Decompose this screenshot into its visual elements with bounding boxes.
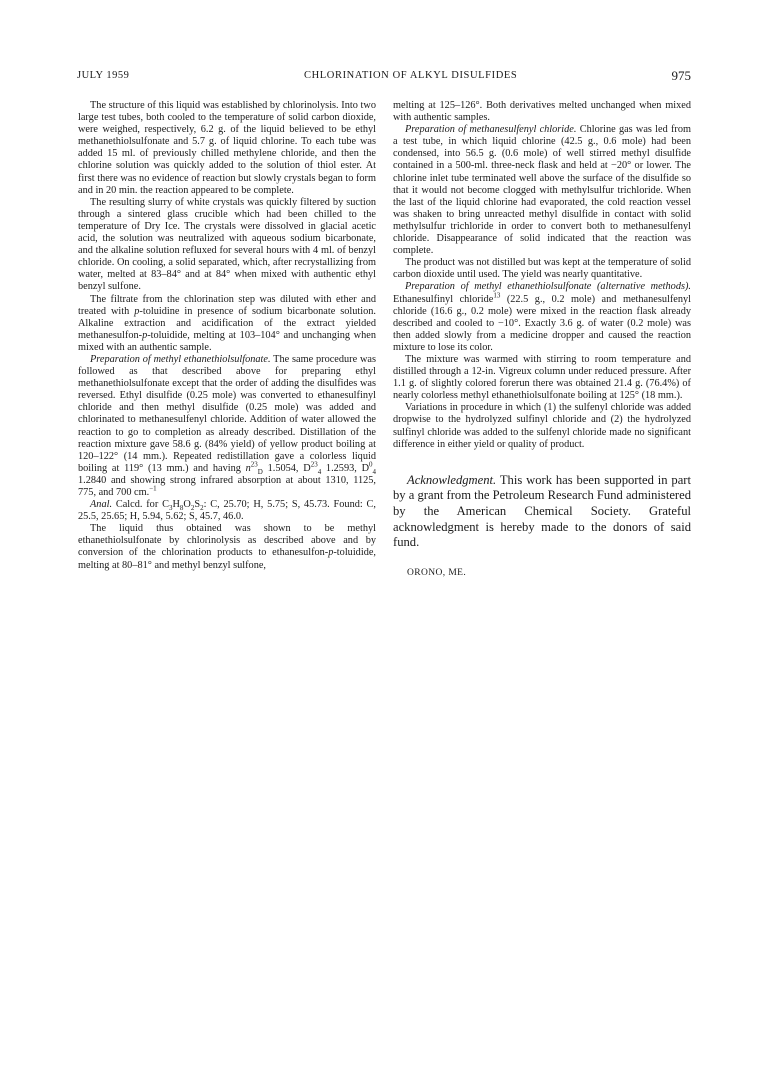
page-number: 975 xyxy=(671,68,691,83)
paragraph-distillation: The mixture was warmed with stirring to room temperature and distilled through a 12-in. Vigreux column under reduced pressure. After 1.1 g. of slightly colored forerun there was obtained 21.4 g. (76.4%) of nearly colorless methyl ethanethiolsulfonate boiling at 125° (18 mm.). xyxy=(393,353,691,402)
paragraph-analysis: Anal. Calcd. for $C_3H_8O_2S_2$: C, 25.70; H, 5.75; S, 45.73. Found: C, 25.5, 25.65; H, 5.94, 5.62; S, 45.7, 46.0. xyxy=(78,499,376,523)
paragraph-variations: Variations in procedure in which (1) the sulfenyl chloride was added dropwise to the hydrolyzed sulfinyl chloride and (2) the hydrolyzed sulfinyl chloride was added to the sulfenyl chloride made no significant difference in either yield or quality of product. xyxy=(393,402,691,450)
paragraph-chlorinolysis: The structure of this liquid was established by chlorinolysis. Into two large test tubes, both cooled to the temperature of solid carbon dioxide, were weighed, respectively, 6.2 g. of the liquid believed to be ethyl methanethiolsulfonate and 5.7 g. of liquid chlorine. To each tube was added 15 ml. of previously chilled methylene chloride, and then the chlorine solution was quickly added to the solution of thiol ester. At first there was no evidence of reaction but slowly crystals began to form and in 20 min. the reaction appeared to be complete. xyxy=(78,100,376,196)
paragraph-filtrate: The filtrate from the chlorination step was diluted with ether and treated with p-toluidine in presence of sodium bicarbonate solution. Alkaline extraction and acidification of the extract yielded methanesulfon-p-toluidide, melting at 103–104° and unchanging when mixed with an authentic sample. xyxy=(78,293,376,353)
running-title: CHLORINATION OF ALKYL DISULFIDES xyxy=(304,70,518,81)
acknowledgment: Acknowledgment. This work has been supported in part by a grant from the Petroleum Research Fund administered by the American Chemical Society. Grateful acknowledgment is hereby made to the donors of said fund. xyxy=(393,472,691,550)
paragraph-prep-methanesulfenyl-chloride: Preparation of methanesulfenyl chloride. Chlorine gas was led from a test tube, in which liquid chlorine (42.5 g., 0.6 mole) had been condensed, into 56.5 g. (0.6 mole) of well stirred methyl disulfide contained in a 500-ml. three-neck flask and held at −20° or lower. The chlorine inlet tube terminated well above the surface of the disulfide so that it would not become clogged with methylsulfur trichloride. When the last of the liquid chlorine had evaporated, the cold reaction vessel was shaken to bring unreacted methyl disulfide in contact with solid methylsulfur trichloride in order to convert both to methanesulfenyl chloride. Disappearance of solid indicated that the reaction was complete. xyxy=(393,124,691,257)
paragraph-liquid-obtained: The liquid thus obtained was shown to be methyl ethanethiolsulfonate by chlorinolysis as described above and by conversion of the chlorination products to ethanesulfon-p-toluidide, melting at 80–81° and methyl benzyl sulfone, xyxy=(78,523,376,571)
paragraph-alternative-methods: Preparation of methyl ethanethiolsulfonate (alternative methods). Ethanesulfinyl chloride$^{13}$ (22.5 g., 0.2 mole) and methanesulfenyl chloride (16.6 g., 0.2 mole) were mixed in the reaction flask already described and cooled to −10°. Exactly 3.6 g. of water (0.2 mole) was then added slowly from a medicine dropper and caused the reaction mixture to lose its color. xyxy=(393,281,691,353)
section-title: Preparation of methyl ethanethiolsulfonate (alternative methods). xyxy=(405,281,691,293)
right-column xyxy=(393,100,691,579)
journal-date: JULY 1959 xyxy=(77,70,130,81)
section-title: Preparation of methanesulfenyl chloride. xyxy=(405,124,577,136)
section-title: Preparation of methyl ethanethiolsulfonate. xyxy=(90,353,271,365)
paragraph-slurry: The resulting slurry of white crystals was quickly filtered by suction through a sintered glass crucible which had been chilled to the temperature of Dry Ice. The crystals were dissolved in glacial acetic acid, the solution was neutralized with aqueous sodium bicarbonate, and the alkaline solution refluxed for several hours with 4 ml. of benzyl chloride. On cooling, a solid separated, which, after recrystallizing from water, melted at 83–84° and at 84° when mixed with authentic ethyl benzyl sulfone. xyxy=(78,196,376,293)
paragraph-product: The product was not distilled but was kept at the temperature of solid carbon dioxide until used. The yield was nearly quantitative. xyxy=(393,257,691,281)
left-column xyxy=(78,100,376,572)
paragraph-prep-methyl-ethanethiolsulfonate: Preparation of methyl ethanethiolsulfonate. The same procedure was followed as that described above for preparing ethyl methanethiolsulfonate except that the order of adding the disulfides was reversed. Ethyl disulfide (0.25 mole) was converted to ethanesulfinyl chloride and then methyl disulfide (0.25 mole) was added and chlorinated to methanesulfenyl chloride. Addition of water allowed the reaction to go to completion as already described. Distillation of the reaction mixture gave 58.6 g. (84% yield) of yellow product boiling at 120–122° (14 mm.). Repeated redistillation gave a colorless liquid boiling at 119° (13 mm.) and having $n^{23}_D$ 1.5054, $D^{23}_4$ 1.2593, $D^0_4$ 1.2840 and showing strong infrared absorption at about 1310, 1125, 775, and 700 cm.$^{-1}$ xyxy=(78,353,377,498)
paragraph-continuation: melting at 125–126°. Both derivatives melted unchanged when mixed with authentic samples. xyxy=(393,100,691,124)
page-header xyxy=(0,70,769,86)
location-signature: ORONO, ME. xyxy=(407,567,467,578)
